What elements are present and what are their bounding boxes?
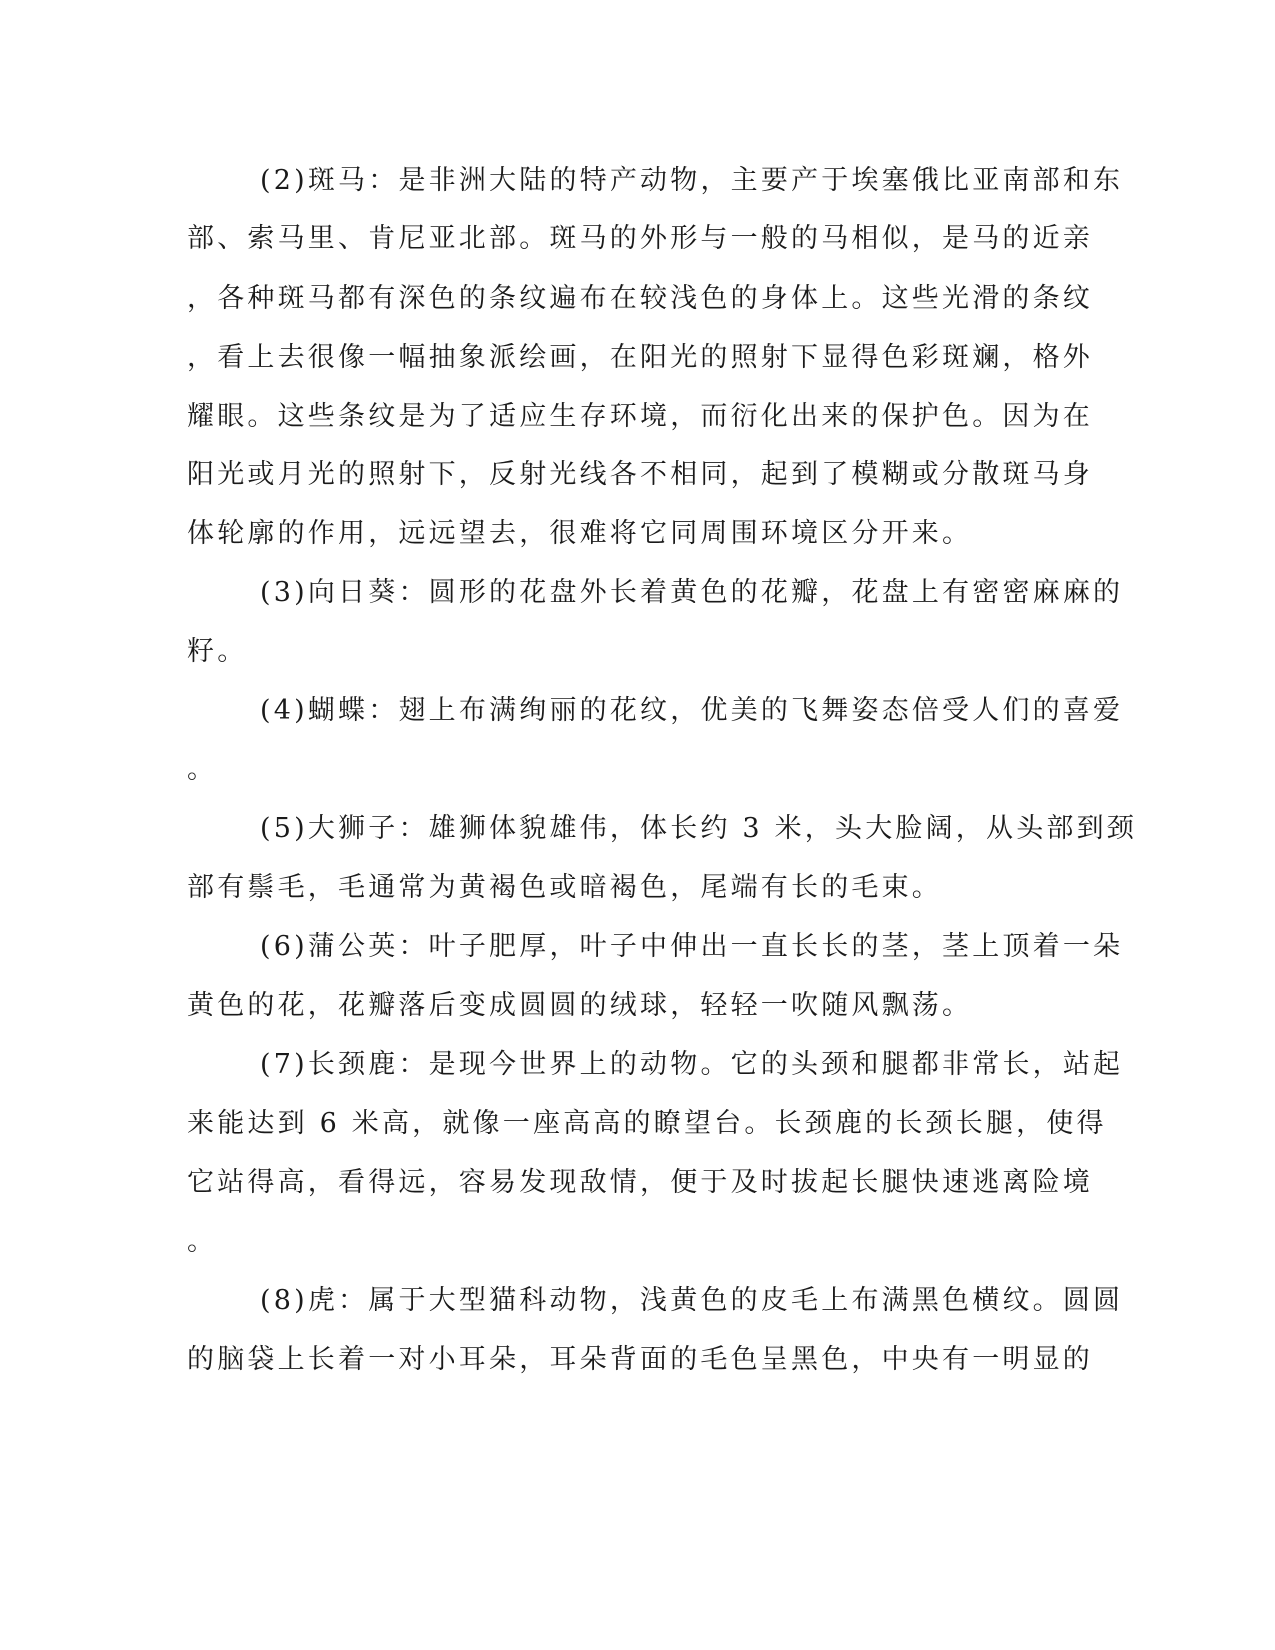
text-line: 黄色的花，花瓣落后变成圆圆的绒球，轻轻一吹随风飘荡。 (187, 990, 973, 1021)
text-line: 部、索马里、肯尼亚北部。斑马的外形与一般的马相似，是马的近亲 (187, 223, 1093, 254)
text-line: ，看上去很像一幅抽象派绘画，在阳光的照射下显得色彩斑斓，格外 (187, 342, 1093, 373)
text-line: 体轮廓的作用，远远望去，很难将它同周围环境区分开来。 (187, 518, 973, 549)
text-line: (6)蒲公英：叶子肥厚，叶子中伸出一直长长的茎，茎上顶着一朵 (260, 931, 1124, 962)
text-line: 耀眼。这些条纹是为了适应生存环境，而衍化出来的保护色。因为在 (187, 401, 1093, 432)
text-line: (5)大狮子：雄狮体貌雄伟，体长约 3 米，头大脸阔，从头部到颈 (260, 813, 1137, 844)
text-line: 。 (187, 1226, 218, 1257)
text-line: (2)斑马：是非洲大陆的特产动物，主要产于埃塞俄比亚南部和东 (260, 165, 1124, 196)
text-line: (8)虎：属于大型猫科动物，浅黄色的皮毛上布满黑色横纹。圆圆 (260, 1285, 1124, 1316)
text-line: (3)向日葵：圆形的花盘外长着黄色的花瓣，花盘上有密密麻麻的 (260, 577, 1124, 608)
text-line: (7)长颈鹿：是现今世界上的动物。它的头颈和腿都非常长，站起 (260, 1049, 1124, 1080)
text-line: 它站得高，看得远，容易发现敌情，便于及时拔起长腿快速逃离险境 (187, 1167, 1093, 1198)
text-line: 。 (187, 754, 218, 785)
text-line: (4)蝴蝶：翅上布满绚丽的花纹，优美的飞舞姿态倍受人们的喜爱 (260, 695, 1124, 726)
text-line: 部有鬃毛，毛通常为黄褐色或暗褐色，尾端有长的毛束。 (187, 872, 942, 903)
text-line: 籽。 (187, 636, 248, 667)
text-line: 阳光或月光的照射下，反射光线各不相同，起到了模糊或分散斑马身 (187, 459, 1093, 490)
text-line: 的脑袋上长着一对小耳朵，耳朵背面的毛色呈黑色，中央有一明显的 (187, 1344, 1093, 1375)
text-line: ，各种斑马都有深色的条纹遍布在较浅色的身体上。这些光滑的条纹 (187, 283, 1093, 314)
text-line: 来能达到 6 米高，就像一座高高的瞭望台。长颈鹿的长颈长腿，使得 (187, 1108, 1107, 1139)
